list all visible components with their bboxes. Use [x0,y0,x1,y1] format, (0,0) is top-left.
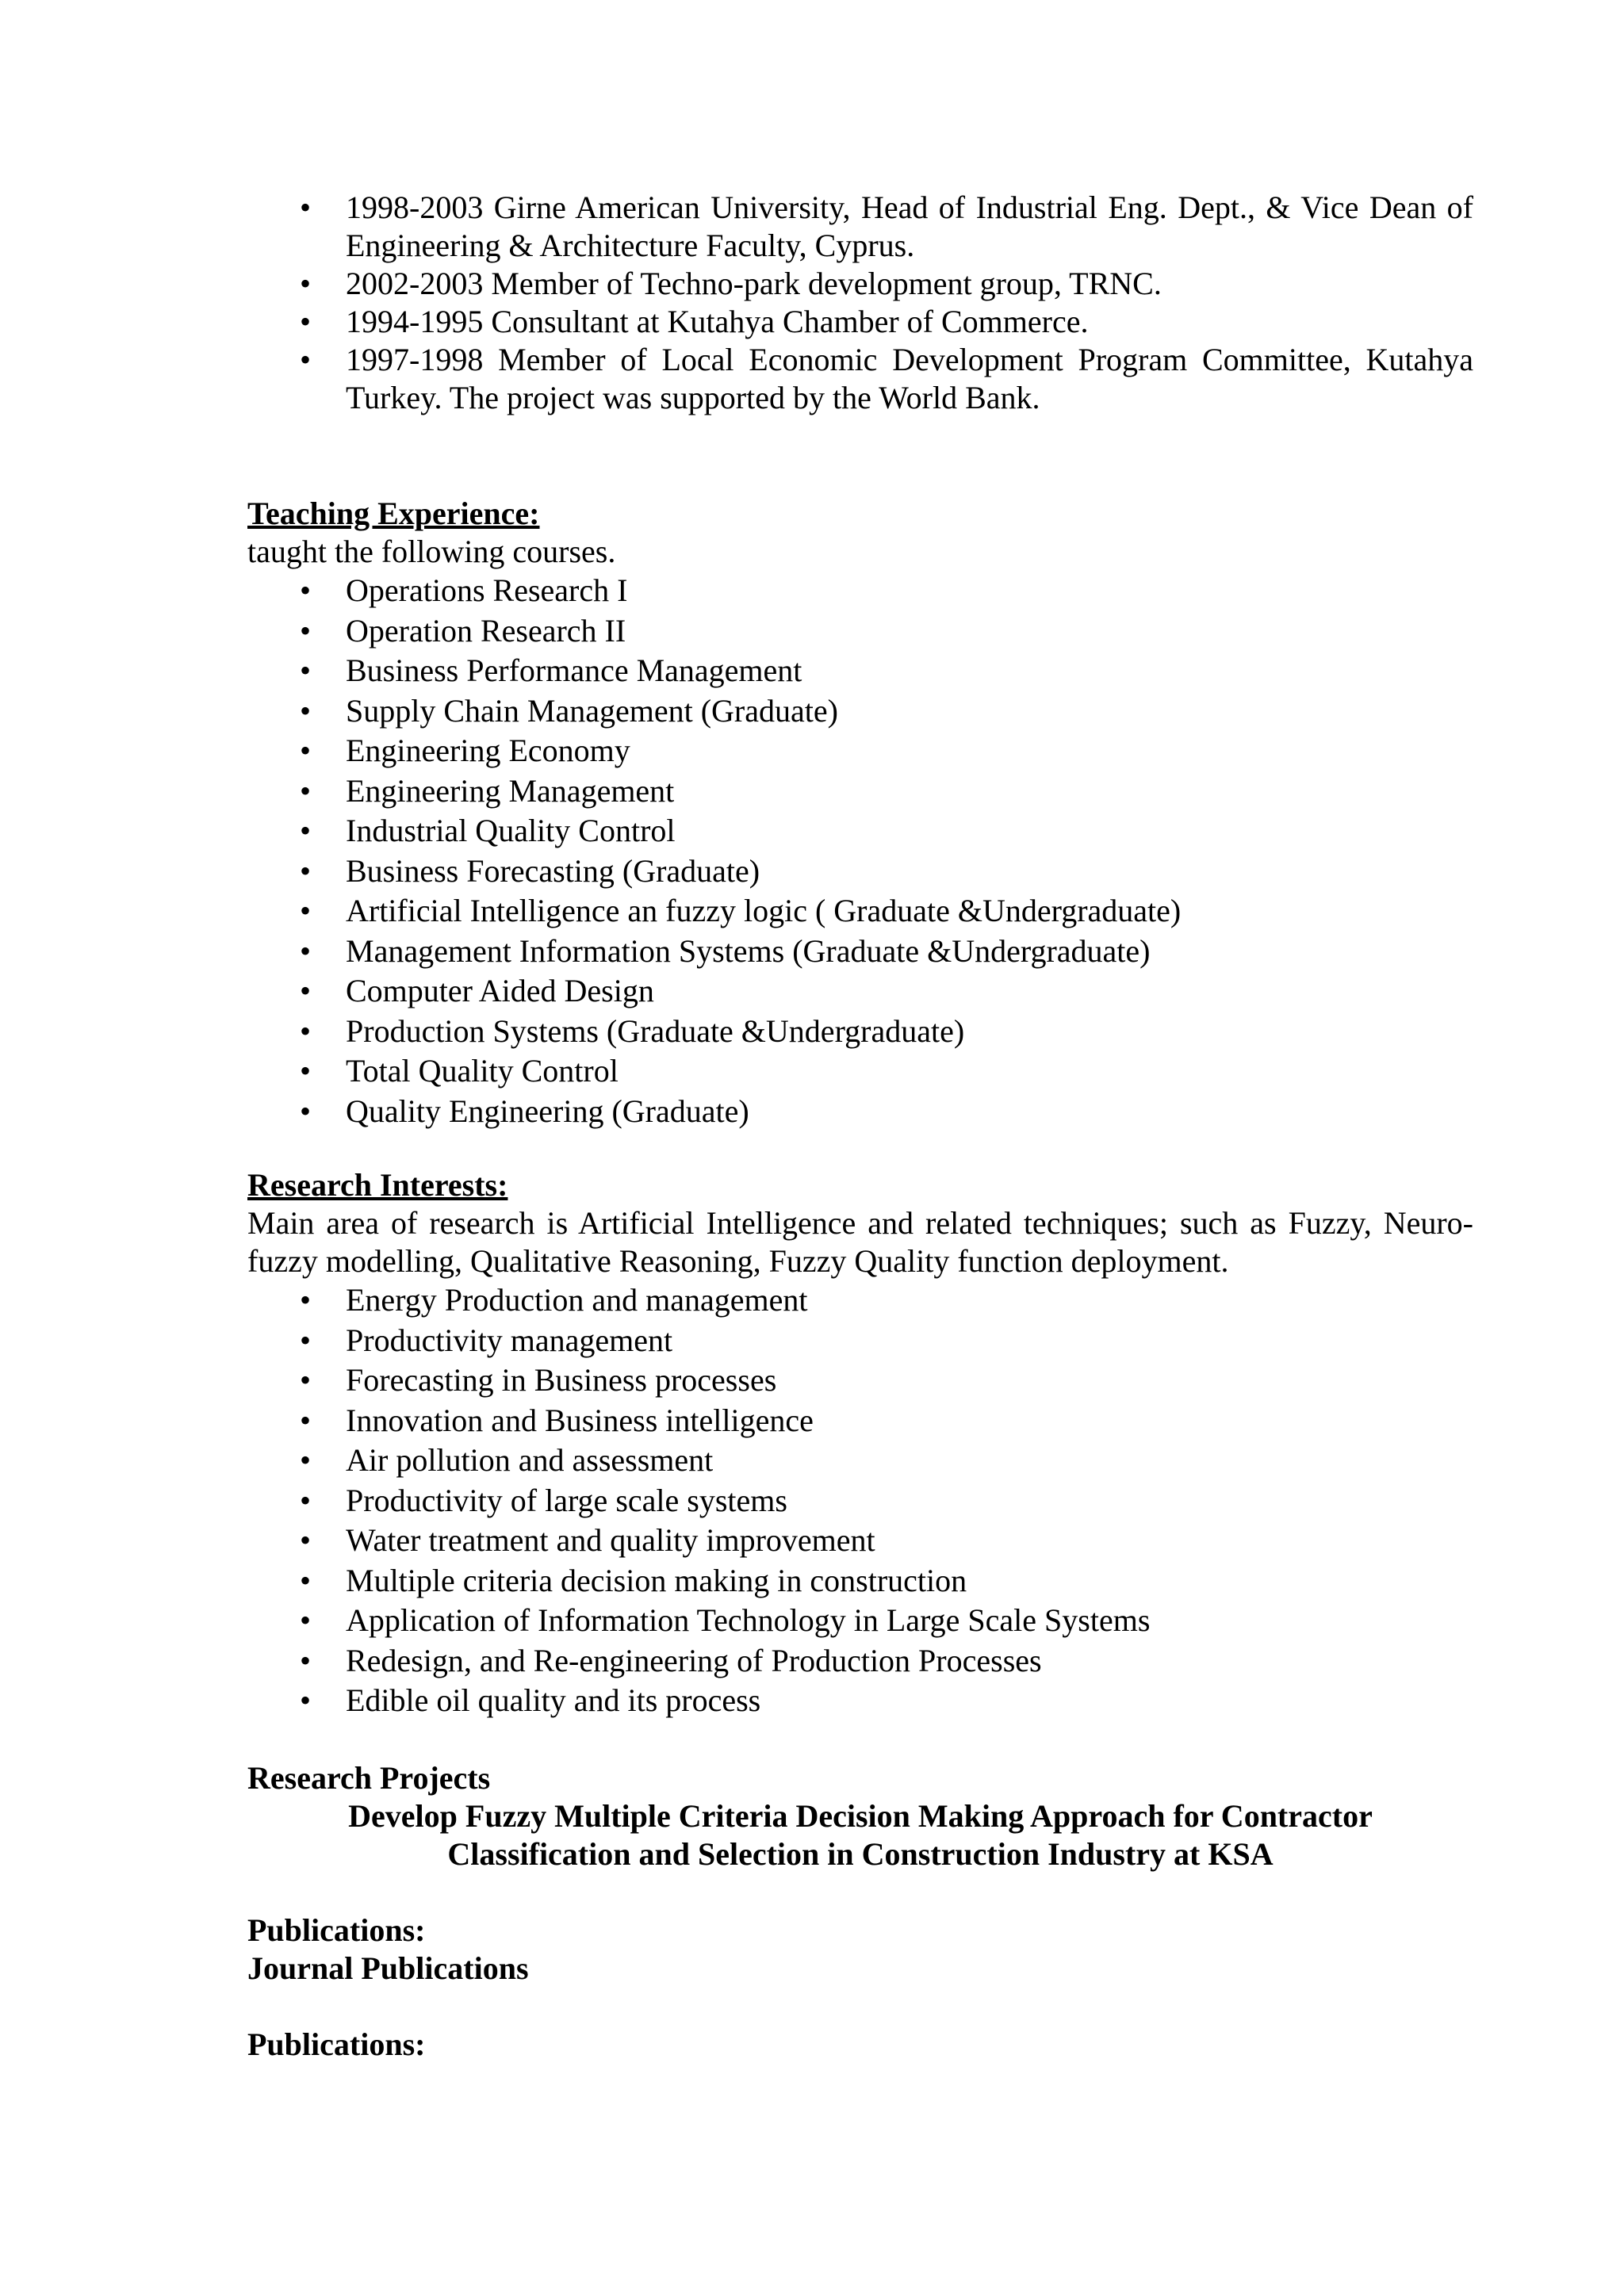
bullet-icon: • [299,1012,311,1049]
bullet-icon: • [299,733,311,768]
bullet-icon: • [299,1482,311,1518]
project-title-line-2: Classification and Selection in Construction Industry at KSA [447,1835,1274,1872]
course-item: Business Forecasting (Graduate) [346,852,760,889]
journal-publications-heading: Journal Publications [247,1950,529,1986]
bullet-icon: • [299,612,311,649]
bullet-icon: • [299,1442,311,1478]
course-item: Engineering Management [346,772,675,809]
list-item [247,1051,1473,1092]
list-item [247,1280,1473,1321]
list-item [247,1360,1473,1401]
bullet-icon: • [299,1402,311,1438]
interest-item: Application of Information Technology in Large Scale Systems [346,1602,1151,1638]
bullet-icon: • [299,1642,311,1678]
list-item [247,1321,1473,1361]
bullet-icon: • [299,1602,311,1638]
bullet-icon: • [299,189,311,225]
bullet-icon: • [299,652,311,688]
bullet-icon: • [299,1053,311,1089]
interest-item: Edible oil quality and its process [346,1682,761,1718]
teaching-heading: Teaching Experience: [247,496,540,531]
list-item [247,731,1473,771]
bullet-icon: • [299,772,311,809]
list-item [247,1601,1473,1641]
list-item [247,571,1473,611]
interest-item: Productivity of large scale systems [346,1482,787,1518]
list-item [247,189,1473,265]
list-item [247,651,1473,691]
bullet-icon: • [299,1522,311,1558]
course-item: Production Systems (Graduate &Undergraduate) [346,1012,965,1049]
interest-item: Forecasting in Business processes [346,1362,777,1398]
course-item: Management Information Systems (Graduate &Undergraduate) [346,932,1151,969]
publications-heading-2: Publications: [247,2026,426,2062]
bullet-icon: • [299,852,311,889]
bullet-icon: • [299,266,311,301]
research-intro: Main area of research is Artificial Intelligence and related techniques; such as Fuzzy, Neuro-fuzzy modelling, Qualitative Reasoning, Fuzzy Quality function deployment. [247,1205,1473,1279]
experience-item: 1994-1995 Consultant at Kutahya Chamber of Commerce. [346,304,1089,339]
list-item [247,1401,1473,1441]
course-item: Operations Research I [346,572,628,608]
bullet-icon: • [299,893,311,928]
interest-item: Productivity management [346,1322,673,1358]
list-item [247,1481,1473,1521]
bullet-icon: • [299,1682,311,1718]
bullet-icon: • [299,692,311,729]
course-item: Operation Research II [346,612,626,649]
bullet-icon: • [299,813,311,848]
list-item [247,1012,1473,1052]
bullet-icon: • [299,932,311,969]
interest-item: Water treatment and quality improvement [346,1522,875,1558]
interest-item: Air pollution and assessment [346,1442,714,1478]
course-item: Supply Chain Management (Graduate) [346,692,838,729]
list-item [247,1521,1473,1561]
list-item [247,1681,1473,1721]
list-item [247,932,1473,972]
list-item [247,851,1473,892]
bullet-icon: • [299,1282,311,1318]
bullet-icon: • [299,1322,311,1358]
bullet-icon: • [299,304,311,339]
publications-heading: Publications: [247,1911,426,1948]
list-item [247,891,1473,932]
course-item: Total Quality Control [346,1053,619,1089]
teaching-intro: taught the following courses. [247,534,616,569]
list-item [247,303,1473,341]
course-item: Quality Engineering (Graduate) [346,1093,749,1129]
interest-item: Innovation and Business intelligence [346,1402,814,1438]
experience-item: 1998-2003 Girne American University, Head of Industrial Eng. Dept., & Vice Dean of Engineering & Architecture Faculty, Cyprus. [346,189,1473,263]
experience-list [247,189,1473,417]
bullet-icon: • [299,572,311,608]
interests-list [247,1280,1473,1721]
list-item [247,971,1473,1012]
bullet-icon: • [299,1362,311,1398]
bullet-icon: • [299,1093,311,1129]
interest-item: Multiple criteria decision making in construction [346,1562,967,1598]
list-item [247,341,1473,417]
cv-page [247,189,1473,2064]
courses-list [247,571,1473,1131]
course-item: Artificial Intelligence an fuzzy logic ( Graduate &Undergraduate) [346,893,1182,928]
course-item: Industrial Quality Control [346,813,676,848]
interest-item: Redesign, and Re-engineering of Production Processes [346,1642,1042,1678]
list-item [247,1641,1473,1682]
project-title-line-1: Develop Fuzzy Multiple Criteria Decision Making Approach for Contractor [348,1797,1373,1834]
projects-heading: Research Projects [247,1759,491,1796]
bullet-icon: • [299,1562,311,1598]
list-item [247,691,1473,732]
course-item: Computer Aided Design [346,973,654,1008]
course-item: Engineering Economy [346,733,630,768]
list-item [247,1561,1473,1601]
interest-item: Energy Production and management [346,1282,808,1318]
list-item [247,771,1473,812]
list-item [247,811,1473,851]
course-item: Business Performance Management [346,652,802,688]
list-item [247,265,1473,303]
list-item [247,1441,1473,1481]
experience-item: 1997-1998 Member of Local Economic Development Program Committee, Kutahya Turkey. The project was supported by the World Bank. [346,342,1473,415]
research-heading: Research Interests: [247,1167,508,1203]
experience-item: 2002-2003 Member of Techno-park development group, TRNC. [346,266,1162,301]
bullet-icon: • [299,973,311,1008]
list-item [247,611,1473,652]
bullet-icon: • [299,342,311,377]
list-item [247,1092,1473,1132]
